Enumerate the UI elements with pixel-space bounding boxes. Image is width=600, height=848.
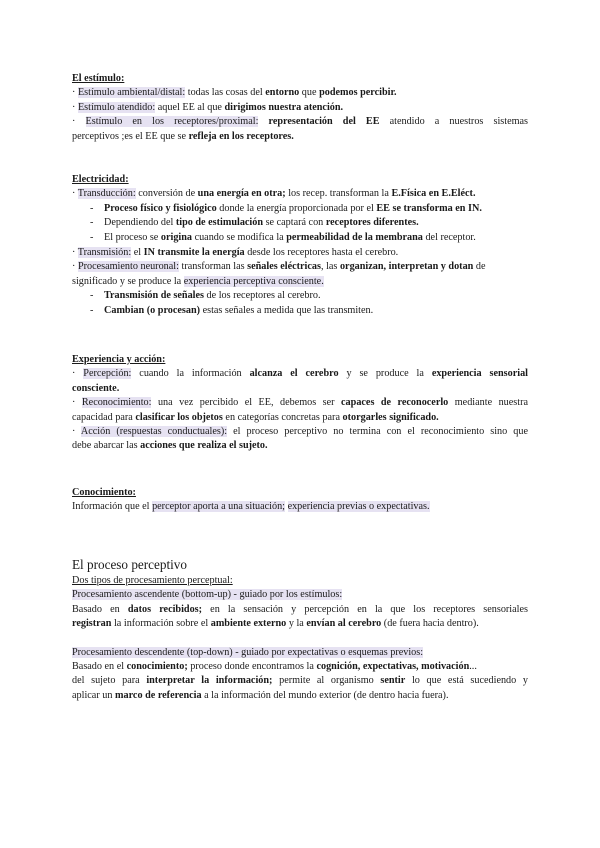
paragraph: · Estímulo ambiental/distal: todas las cosas del entorno que podemos percibir.: [72, 87, 397, 99]
highlight: Acción (respuestas conductuales):: [80, 426, 228, 438]
section-experiencia: [72, 353, 528, 454]
section-title: El proceso perceptivo: [72, 557, 187, 572]
paragraph: · Transmisión: el IN transmite la energía desde los receptores hasta el cerebro.: [72, 247, 399, 259]
paragraph: Basado en el conocimiento; proceso donde encontramos la cognición, expectativas, motivación...: [72, 661, 477, 673]
section-estimulo: [72, 72, 528, 144]
section-heading: Experiencia y acción:: [72, 354, 166, 365]
highlight: Procesamiento ascendente (bottom-up) - guiado por los estímulos:: [72, 589, 343, 601]
paragraph: aplicar un marco de referencia a la información del mundo exterior (de dentro hacia fuera).: [72, 689, 449, 701]
highlight: perceptor aporta a una situación;: [152, 501, 286, 513]
highlight: experiencia previas o expectativas.: [287, 501, 430, 513]
highlight: Procesamiento descendente (top-down) - guiado por expectativas o esquemas previos:: [72, 646, 424, 658]
list-item: - Proceso físico y fisiológico donde la energía proporcionada por el EE se transforma en IN.: [72, 202, 528, 216]
highlight: Percepción:: [83, 368, 132, 380]
paragraph: · Procesamiento neuronal: transforman las señales eléctricas, las organizan, interpretan y dotan de: [72, 261, 486, 273]
paragraph: [72, 646, 528, 660]
paragraph: · Acción (respuestas conductuales): el proceso perceptivo no termina con el reconocimiento sino que: [72, 426, 528, 438]
paragraph: capacidad para clasificar los objetos en categorías concretas para otorgarles significado.: [72, 411, 439, 423]
highlight: experiencia perceptiva consciente.: [183, 275, 324, 287]
section-proceso-perceptivo: [72, 556, 528, 703]
paragraph: · Estímulo atendido: aquel EE al que dirigimos nuestra atención.: [72, 101, 344, 113]
highlight: Estímulo ambiental/distal:: [77, 87, 186, 99]
highlight: Estímulo atendido:: [77, 101, 156, 113]
list-item: - Cambian (o procesan) estas señales a medida que las transmiten.: [72, 304, 528, 318]
list-item: - El proceso se origina cuando se modifica la permeabilidad de la membrana del receptor.: [72, 231, 528, 245]
paragraph: [72, 588, 528, 602]
paragraph: perceptivos ;es el EE que se refleja en los receptores.: [72, 130, 294, 142]
section-heading: El estímulo:: [72, 73, 125, 84]
paragraph: Basado en datos recibidos; en la sensación y percepción en la que los receptores sensoriales: [72, 603, 528, 615]
paragraph: registran la información sobre el ambiente externo y la envían al cerebro (de fuera hacia dentro).: [72, 618, 479, 630]
section-electricidad: [72, 173, 528, 318]
section-heading: Conocimiento:: [72, 487, 136, 498]
highlight: Transducción:: [77, 188, 136, 200]
paragraph: · Percepción: cuando la información alcanza el cerebro y se produce la experiencia sensorial: [72, 368, 528, 380]
list-item: - Transmisión de señales de los receptores al cerebro.: [72, 289, 528, 303]
subtitle: Dos tipos de procesamiento perceptual:: [72, 575, 233, 586]
paragraph: · Reconocimiento: una vez percibido el EE, debemos ser capaces de reconocerlo mediante nuestra: [72, 397, 528, 409]
list-item: - Dependiendo del tipo de estimulación se captará con receptores diferentes.: [72, 216, 528, 230]
highlight: Estímulo en los receptores/proximal:: [85, 116, 259, 128]
paragraph: debe abarcar las acciones que realiza el sujeto.: [72, 440, 268, 452]
highlight: Procesamiento neuronal:: [77, 261, 179, 273]
paragraph: del sujeto para interpretar la información; permite al organismo sentir lo que está sucediendo y: [72, 675, 529, 687]
highlight: Transmisión:: [77, 247, 132, 259]
paragraph: consciente.: [72, 382, 120, 394]
section-conocimiento: [72, 486, 528, 515]
paragraph: Información que el perceptor aporta a una situación; experiencia previas o expectativas.: [72, 501, 430, 513]
section-heading: Electricidad:: [72, 174, 129, 185]
paragraph: · Estímulo en los receptores/proximal: representación del EE atendido a nuestros sistemas: [72, 116, 529, 128]
highlight: Reconocimiento:: [81, 397, 152, 409]
paragraph: significado y se produce la experiencia perceptiva consciente.: [72, 275, 324, 287]
paragraph: · Transducción: conversión de una energía en otra; los recep. transforman la E.Física en E.Eléct.: [72, 188, 476, 200]
